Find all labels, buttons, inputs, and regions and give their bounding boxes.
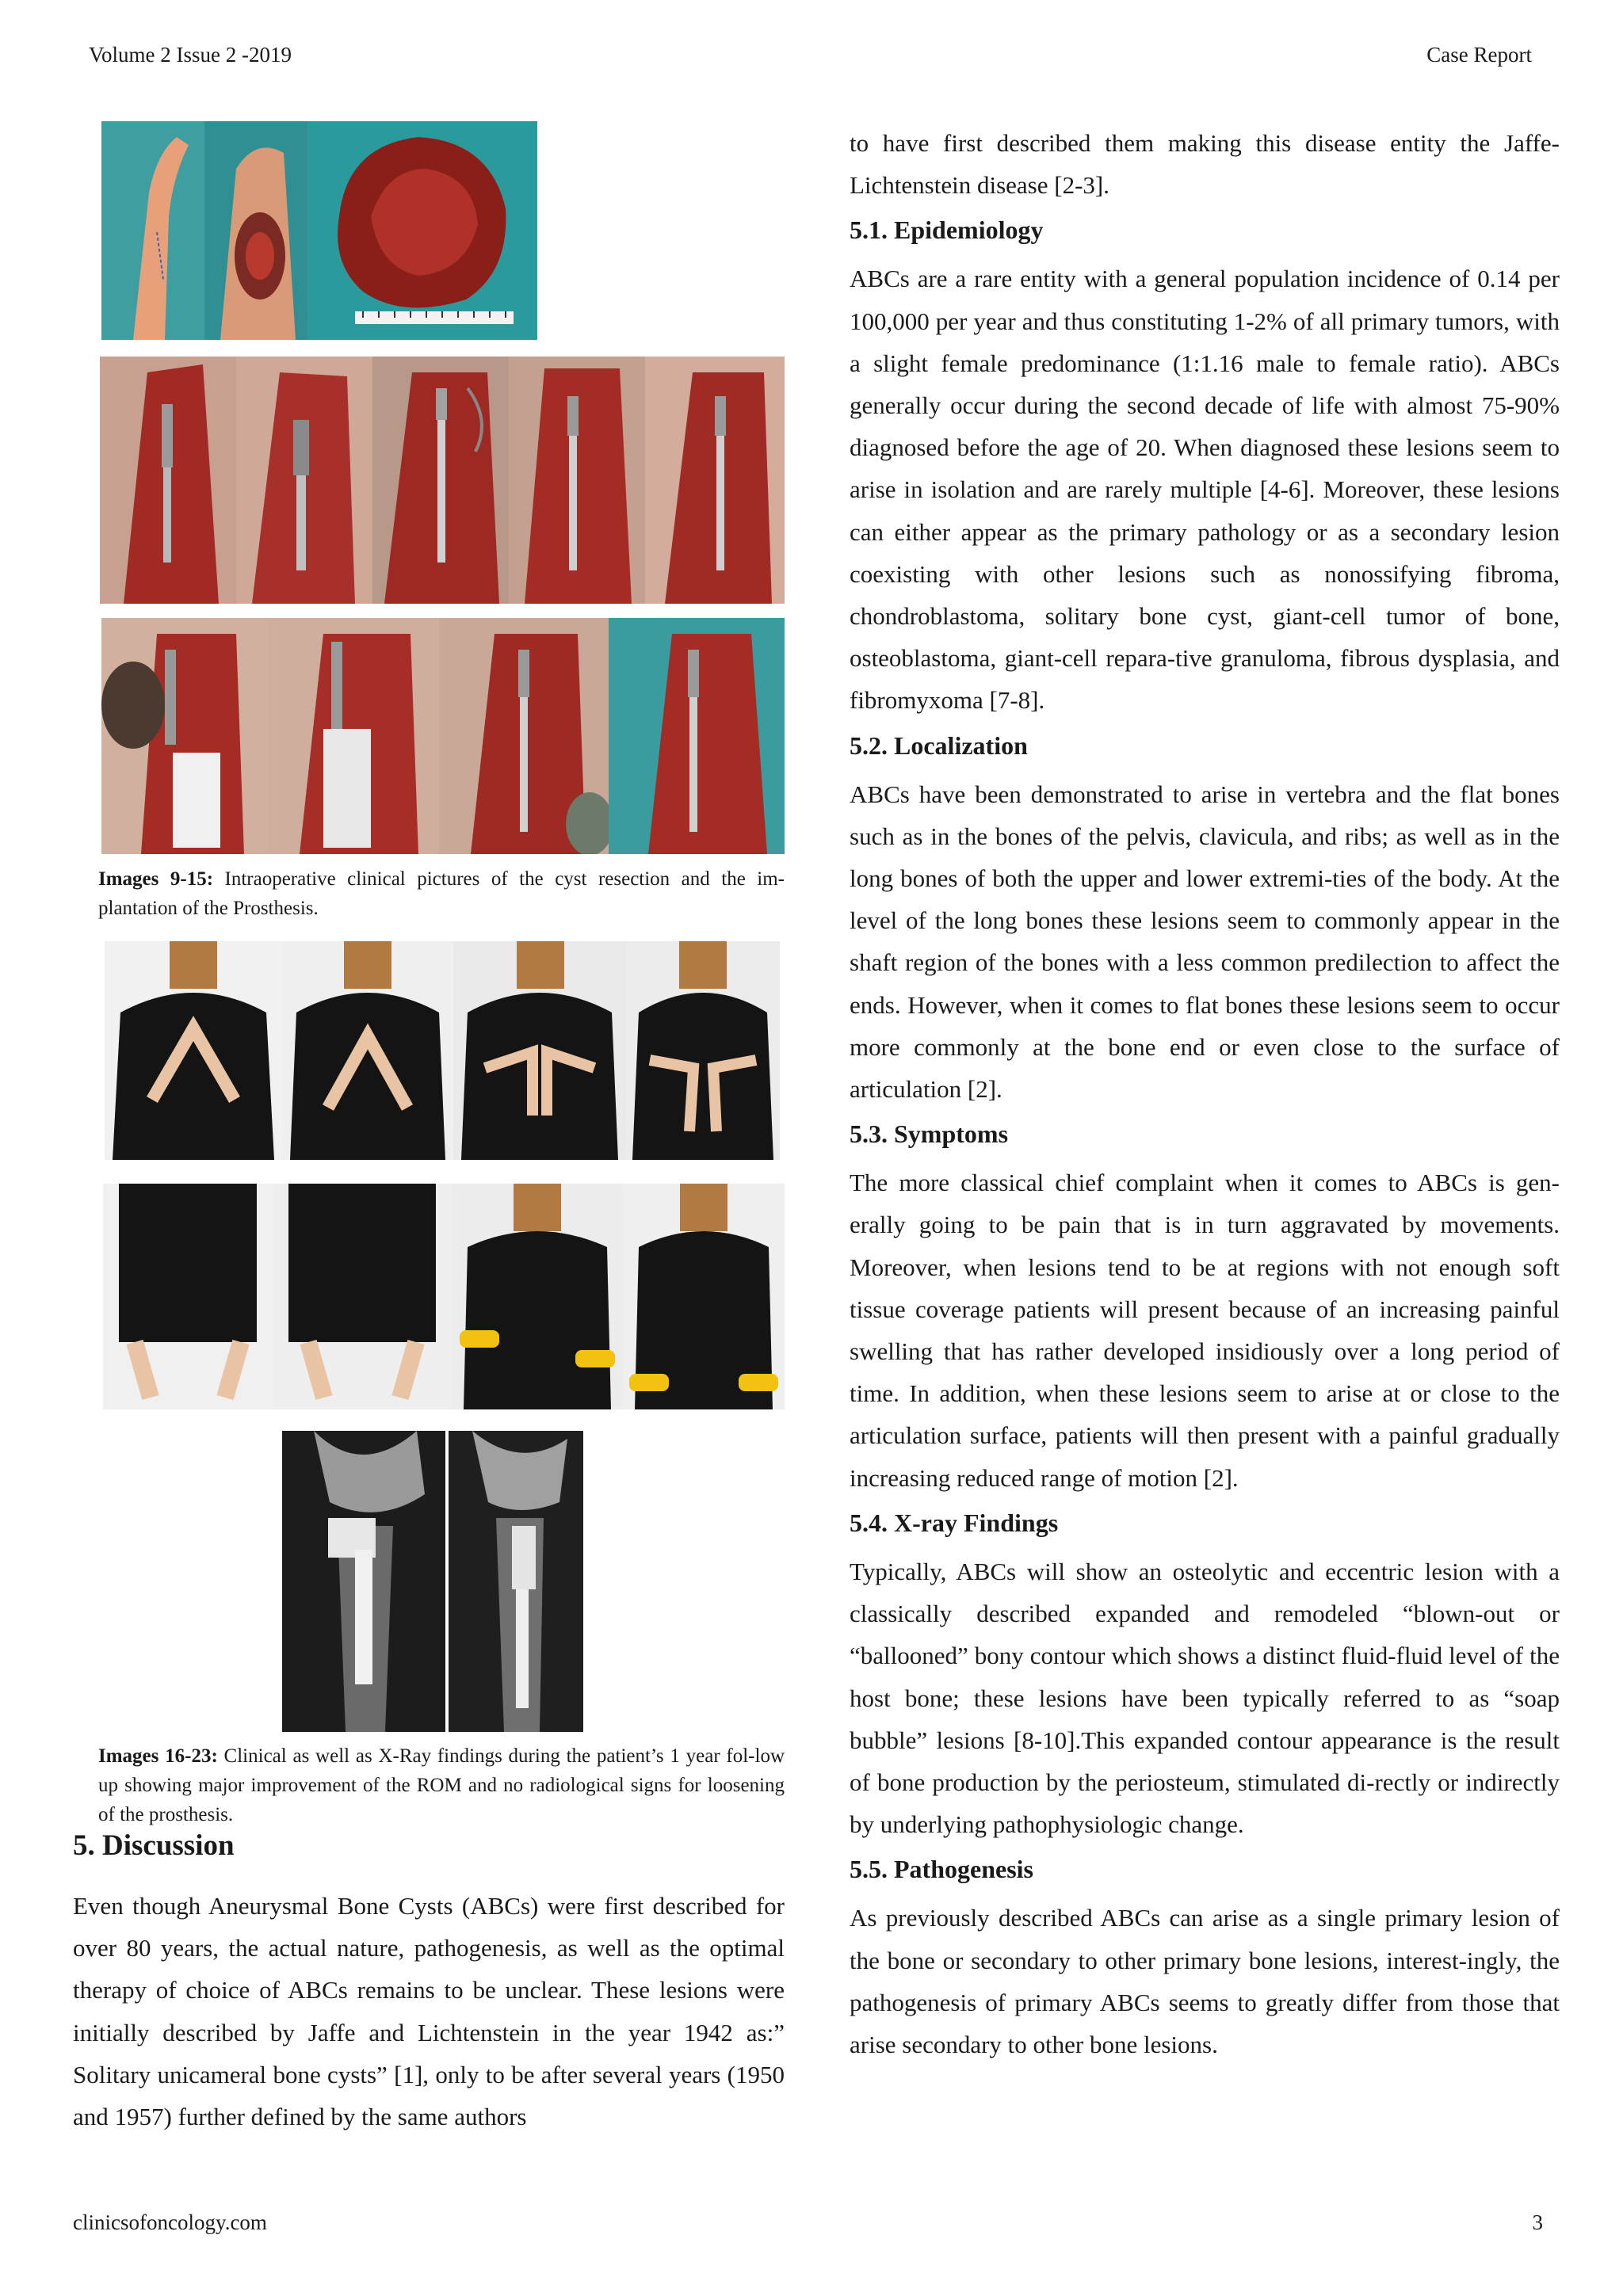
followup-photo-palms-up bbox=[273, 1184, 452, 1409]
figure-caption-1-text: Intraoperative clinical pictures of the cyst resection and the im-plantation of the Prosthesis. bbox=[98, 868, 785, 919]
section-text-symptoms: The more classical chief complaint when it comes to ABCs is gen-erally going to be pain that is in turn aggravated by movements. Moreover, when lesions tend to be at regions with not enough soft tissue coverage patients will present because of an increasing painful swelling that has rather developed insidiously over a long period of time. In addition, when these lesions seem to arise at or close to the articulation surface, patients will then present with a painful gradually increasing reduced range of motion [2]. bbox=[850, 1169, 1560, 1492]
section-heading-localization: 5.2. Localization bbox=[850, 730, 1028, 760]
surgical-photo-row3-2 bbox=[268, 618, 439, 854]
figure-caption-2-text: Clinical as well as X-Ray findings during the patient’s 1 year fol-low up showing major improvement of the ROM and no radiological signs for loosening of the prosthesis. bbox=[98, 1745, 785, 1825]
followup-photo-wrist-flexion bbox=[453, 941, 626, 1160]
followup-photo-weights-2 bbox=[623, 1184, 785, 1409]
right-column bbox=[850, 122, 1560, 2065]
xray-ap-view bbox=[282, 1431, 445, 1732]
resected-cyst-specimen-photo bbox=[307, 121, 537, 340]
discussion-heading: 5. Discussion bbox=[73, 1829, 235, 1862]
followup-photo-holding-weights bbox=[452, 1184, 623, 1409]
followup-photo-palms-down bbox=[103, 1184, 273, 1409]
surgical-photo-row3-4 bbox=[609, 618, 785, 854]
figure-caption-2-label: Images 16-23: bbox=[98, 1745, 218, 1767]
exposed-lesion-photo bbox=[204, 121, 307, 340]
surgical-photo-row3-3 bbox=[439, 618, 609, 854]
surgical-photo-row2-1 bbox=[100, 357, 236, 604]
followup-photo-wrist-extension bbox=[626, 941, 780, 1160]
section-text-xray-findings: Typically, ABCs will show an osteolytic and eccentric lesion with a classically described expanded and remodeled “blown-out or “ballooned” bony contour which shows a distinct fluid-fluid level of the host bone; these lesions have been typically referred to as “soap bubble” lesions [8-10].This expanded contour appearance is the result of bone production by the periosteum, stimulated di-rectly or indirectly by underlying pathophysiologic change. bbox=[850, 1557, 1560, 1839]
section-text-localization: ABCs have been demonstrated to arise in vertebra and the flat bones such as in the bones of the pelvis, clavicula, and ribs; as well as in the long bones of both the upper and lower extremi-ties of the body. At the level of the long bones these lesions seem to commonly appear in the shaft region of the bones with a less common predilection to affect the ends. However, when it comes to flat bones these lesions seem to occur more commonly at the bone end or even close to the surface of articulation [2]. bbox=[850, 780, 1560, 1104]
section-heading-epidemiology: 5.1. Epidemiology bbox=[850, 215, 1044, 245]
section-heading-symptoms: 5.3. Symptoms bbox=[850, 1119, 1009, 1149]
page-number: 3 bbox=[1532, 2210, 1543, 2234]
surgical-photo-row2-4 bbox=[509, 357, 645, 604]
figure-caption-1-label: Images 9-15: bbox=[98, 868, 214, 890]
section-text-epidemiology: ABCs are a rare entity with a general population incidence of 0.14 per 100,000 per year and thus constituting 1-2% of all primary tumors, with a slight female predominance (1:1.16 male to female ratio). ABCs generally occur during the second decade of life with almost 75-90% diagnosed before the age of 20. When diagnosed these lesions seem to arise in isolation and are rarely multiple [4-6]. Moreover, these lesions can either appear as the primary pathology or as a secondary lesion coexisting with other lesions such as nonossifying fibroma, chondroblastoma, solitary bone cyst, giant-cell tumor of bone, osteoblastoma, giant-cell repara-tive granuloma, fibrous dysplasia, and fibromyxoma [7-8]. bbox=[850, 265, 1560, 715]
continuation-text: to have first described them making this disease entity the Jaffe-Lichtenstein disease [2-3]. bbox=[850, 129, 1560, 200]
footer-site: clinicsofoncology.com bbox=[73, 2210, 267, 2234]
discussion-section bbox=[73, 1829, 785, 2138]
section-heading-xray-findings: 5.4. X-ray Findings bbox=[850, 1508, 1059, 1537]
surgical-photo-row3-1 bbox=[101, 618, 268, 854]
followup-photo-hands-prayer-2 bbox=[282, 941, 453, 1160]
forearm-incision-photo bbox=[101, 121, 204, 340]
figure-caption-1 bbox=[98, 864, 785, 923]
section-text-pathogenesis: As previously described ABCs can arise as a single primary lesion of the bone or secondary to other primary bone lesions, interest-ingly, the pathogenesis of primary ABCs seems to greatly differ from those that arise secondary to other bone lesions. bbox=[850, 1904, 1560, 2058]
followup-photo-hands-prayer bbox=[105, 941, 282, 1160]
surgical-photo-row2-3 bbox=[372, 357, 509, 604]
surgical-photo-row2-5 bbox=[645, 357, 785, 604]
article-type: Case Report bbox=[1426, 43, 1532, 67]
surgical-photo-row2-2 bbox=[236, 357, 372, 604]
journal-issue: Volume 2 Issue 2 -2019 bbox=[89, 43, 292, 67]
xray-lateral-view bbox=[449, 1431, 583, 1732]
figure-caption-2 bbox=[98, 1741, 785, 1829]
discussion-text: Even though Aneurysmal Bone Cysts (ABCs) were first described for over 80 years, the actual nature, pathogenesis, as well as the optimal therapy of choice of ABCs remains to be unclear. These lesions were initially described by Jaffe and Lichtenstein in the year 1942 as:” Solitary unicameral bone cysts” [1], only to be after several years (1950 and 1957) further defined by the same authors bbox=[73, 1892, 785, 2131]
section-heading-pathogenesis: 5.5. Pathogenesis bbox=[850, 1855, 1033, 1884]
